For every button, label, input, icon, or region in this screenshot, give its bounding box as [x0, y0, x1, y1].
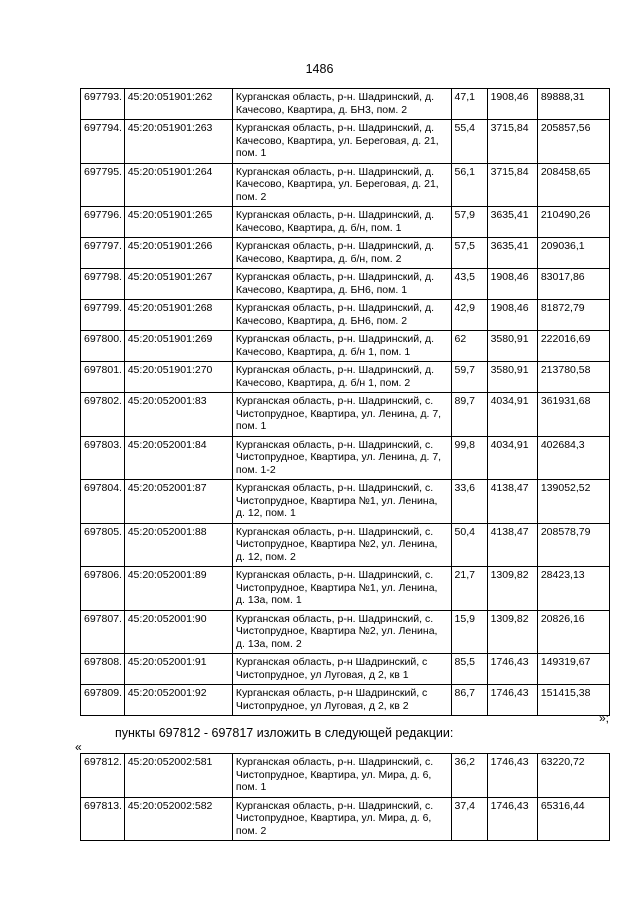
cell-item-number: 697793.	[81, 89, 125, 120]
cell-item-number: 697805.	[81, 523, 125, 567]
cell-item-number: 697807.	[81, 610, 125, 654]
cell-area: 56,1	[451, 163, 487, 207]
cell-rate: 1908,46	[487, 89, 537, 120]
cell-area: 57,9	[451, 207, 487, 238]
cell-rate: 1309,82	[487, 567, 537, 611]
cell-rate: 1309,82	[487, 610, 537, 654]
table-row	[81, 480, 610, 524]
cell-address: Курганская область, р-н. Шадринский, д. Качесово, Квартира, д. б/н, пом. 1	[232, 207, 451, 238]
cell-address: Курганская область, р-н Шадринский, с Чистопрудное, ул Луговая, д 2, кв 2	[232, 685, 451, 716]
cell-rate: 1746,43	[487, 754, 537, 798]
cell-area: 50,4	[451, 523, 487, 567]
table-row	[81, 654, 610, 685]
cell-area: 37,4	[451, 797, 487, 841]
cell-cadastral-number: 45:20:052002:581	[124, 754, 232, 798]
cell-item-number: 697804.	[81, 480, 125, 524]
cell-cadastral-value: 402684,3	[537, 436, 609, 480]
cell-address: Курганская область, р-н Шадринский, с Чистопрудное, ул Луговая, д 2, кв 1	[232, 654, 451, 685]
cell-rate: 3635,41	[487, 238, 537, 269]
cell-cadastral-value: 28423,13	[537, 567, 609, 611]
cell-cadastral-value: 139052,52	[537, 480, 609, 524]
cell-cadastral-value: 81872,79	[537, 300, 609, 331]
cell-area: 21,7	[451, 567, 487, 611]
cell-rate: 4138,47	[487, 523, 537, 567]
cell-area: 99,8	[451, 436, 487, 480]
cell-cadastral-number: 45:20:051901:268	[124, 300, 232, 331]
cell-cadastral-value: 149319,67	[537, 654, 609, 685]
cell-address: Курганская область, р-н. Шадринский, д. Качесово, Квартира, д. б/н 1, пом. 1	[232, 331, 451, 362]
cell-rate: 1746,43	[487, 797, 537, 841]
table-row	[81, 797, 610, 841]
cell-cadastral-value: 210490,26	[537, 207, 609, 238]
cell-cadastral-value: 222016,69	[537, 331, 609, 362]
cell-cadastral-value: 209036,1	[537, 238, 609, 269]
cell-area: 15,9	[451, 610, 487, 654]
opening-quote: «	[75, 740, 82, 754]
table-row	[81, 207, 610, 238]
cell-cadastral-number: 45:20:052001:83	[124, 393, 232, 437]
cell-item-number: 697800.	[81, 331, 125, 362]
cell-item-number: 697797.	[81, 238, 125, 269]
cell-rate: 4034,91	[487, 436, 537, 480]
cell-rate: 1908,46	[487, 300, 537, 331]
cell-area: 55,4	[451, 120, 487, 164]
cell-address: Курганская область, р-н. Шадринский, д. Качесово, Квартира, д. БН3, пом. 2	[232, 89, 451, 120]
cell-address: Курганская область, р-н. Шадринский, с. Чистопрудное, Квартира №2, ул. Ленина, д. 13а, пом. 2	[232, 610, 451, 654]
cell-cadastral-value: 151415,38	[537, 685, 609, 716]
cell-item-number: 697808.	[81, 654, 125, 685]
cell-address: Курганская область, р-н. Шадринский, д. Качесово, Квартира, д. БН6, пом. 2	[232, 300, 451, 331]
cell-rate: 3580,91	[487, 331, 537, 362]
cell-rate: 3580,91	[487, 362, 537, 393]
cell-cadastral-value: 361931,68	[537, 393, 609, 437]
cell-address: Курганская область, р-н. Шадринский, с. Чистопрудное, Квартира №1, ул. Ленина, д. 12, пом. 1	[232, 480, 451, 524]
cell-cadastral-number: 45:20:051901:269	[124, 331, 232, 362]
cell-area: 43,5	[451, 269, 487, 300]
cell-item-number: 697803.	[81, 436, 125, 480]
cell-rate: 3635,41	[487, 207, 537, 238]
table-row	[81, 331, 610, 362]
cell-item-number: 697813.	[81, 797, 125, 841]
cell-rate: 4138,47	[487, 480, 537, 524]
cell-cadastral-number: 45:20:052002:582	[124, 797, 232, 841]
cell-cadastral-number: 45:20:052001:88	[124, 523, 232, 567]
cell-cadastral-value: 208578,79	[537, 523, 609, 567]
cell-area: 36,2	[451, 754, 487, 798]
cell-address: Курганская область, р-н. Шадринский, с. Чистопрудное, Квартира, ул. Мира, д. 6, пом. 2	[232, 797, 451, 841]
cell-area: 47,1	[451, 89, 487, 120]
cell-area: 33,6	[451, 480, 487, 524]
cell-address: Курганская область, р-н. Шадринский, д. Качесово, Квартира, ул. Береговая, д. 21, пом. 1	[232, 120, 451, 164]
cell-item-number: 697799.	[81, 300, 125, 331]
cell-cadastral-value: 20826,16	[537, 610, 609, 654]
cell-address: Курганская область, р-н. Шадринский, с. Чистопрудное, Квартира №2, ул. Ленина, д. 12, пом. 2	[232, 523, 451, 567]
cell-address: Курганская область, р-н. Шадринский, д. Качесово, Квартира, д. БН6, пом. 1	[232, 269, 451, 300]
table-row	[81, 89, 610, 120]
cell-cadastral-number: 45:20:052001:87	[124, 480, 232, 524]
cell-item-number: 697802.	[81, 393, 125, 437]
cell-item-number: 697794.	[81, 120, 125, 164]
cell-cadastral-number: 45:20:051901:265	[124, 207, 232, 238]
cell-address: Курганская область, р-н. Шадринский, д. Качесово, Квартира, д. б/н 1, пом. 2	[232, 362, 451, 393]
cell-address: Курганская область, р-н. Шадринский, с. Чистопрудное, Квартира №1, ул. Ленина, д. 13а, пом. 1	[232, 567, 451, 611]
cell-rate: 3715,84	[487, 120, 537, 164]
cell-address: Курганская область, р-н. Шадринский, с. Чистопрудное, Квартира, ул. Мира, д. 6, пом. 1	[232, 754, 451, 798]
cell-cadastral-number: 45:20:051901:266	[124, 238, 232, 269]
cell-address: Курганская область, р-н. Шадринский, с. Чистопрудное, Квартира, ул. Ленина, д. 7, пом. 1-2	[232, 436, 451, 480]
cell-cadastral-number: 45:20:051901:267	[124, 269, 232, 300]
table-row	[81, 393, 610, 437]
cell-item-number: 697795.	[81, 163, 125, 207]
table-row	[81, 362, 610, 393]
table-row	[81, 300, 610, 331]
table-row	[81, 120, 610, 164]
cell-address: Курганская область, р-н. Шадринский, д. Качесово, Квартира, ул. Береговая, д. 21, пом. 2	[232, 163, 451, 207]
cell-cadastral-number: 45:20:052001:89	[124, 567, 232, 611]
cell-cadastral-number: 45:20:051901:270	[124, 362, 232, 393]
cell-rate: 3715,84	[487, 163, 537, 207]
table-row	[81, 754, 610, 798]
cell-cadastral-number: 45:20:051901:262	[124, 89, 232, 120]
cell-rate: 1746,43	[487, 654, 537, 685]
cell-cadastral-value: 205857,56	[537, 120, 609, 164]
cell-cadastral-number: 45:20:052001:84	[124, 436, 232, 480]
cell-item-number: 697796.	[81, 207, 125, 238]
cell-cadastral-number: 45:20:051901:263	[124, 120, 232, 164]
cell-cadastral-number: 45:20:051901:264	[124, 163, 232, 207]
amended-registry-table	[80, 753, 610, 841]
cell-item-number: 697809.	[81, 685, 125, 716]
cell-area: 57,5	[451, 238, 487, 269]
table-row	[81, 685, 610, 716]
amendment-instruction: пункты 697812 - 697817 изложить в следующей редакции:	[115, 726, 454, 740]
cell-area: 85,5	[451, 654, 487, 685]
registry-table	[80, 88, 610, 716]
cell-cadastral-value: 65316,44	[537, 797, 609, 841]
cell-address: Курганская область, р-н. Шадринский, с. Чистопрудное, Квартира, ул. Ленина, д. 7, пом. 1	[232, 393, 451, 437]
cell-item-number: 697812.	[81, 754, 125, 798]
page-number: 1486	[305, 62, 334, 76]
cell-cadastral-value: 213780,58	[537, 362, 609, 393]
cell-rate: 1746,43	[487, 685, 537, 716]
table-row	[81, 523, 610, 567]
cell-cadastral-number: 45:20:052001:90	[124, 610, 232, 654]
cell-address: Курганская область, р-н. Шадринский, д. Качесово, Квартира, д. б/н, пом. 2	[232, 238, 451, 269]
cell-area: 86,7	[451, 685, 487, 716]
cell-item-number: 697806.	[81, 567, 125, 611]
cell-item-number: 697798.	[81, 269, 125, 300]
cell-cadastral-value: 89888,31	[537, 89, 609, 120]
cell-cadastral-value: 83017,86	[537, 269, 609, 300]
cell-area: 62	[451, 331, 487, 362]
cell-area: 42,9	[451, 300, 487, 331]
cell-cadastral-value: 63220,72	[537, 754, 609, 798]
cell-cadastral-number: 45:20:052001:92	[124, 685, 232, 716]
cell-area: 59,7	[451, 362, 487, 393]
cell-area: 89,7	[451, 393, 487, 437]
closing-quote: »;	[598, 711, 609, 725]
cell-rate: 1908,46	[487, 269, 537, 300]
cell-cadastral-number: 45:20:052001:91	[124, 654, 232, 685]
table-row	[81, 269, 610, 300]
table-row	[81, 436, 610, 480]
cell-cadastral-value: 208458,65	[537, 163, 609, 207]
cell-rate: 4034,91	[487, 393, 537, 437]
table-row	[81, 567, 610, 611]
cell-item-number: 697801.	[81, 362, 125, 393]
table-row	[81, 163, 610, 207]
table-row	[81, 610, 610, 654]
table-row	[81, 238, 610, 269]
